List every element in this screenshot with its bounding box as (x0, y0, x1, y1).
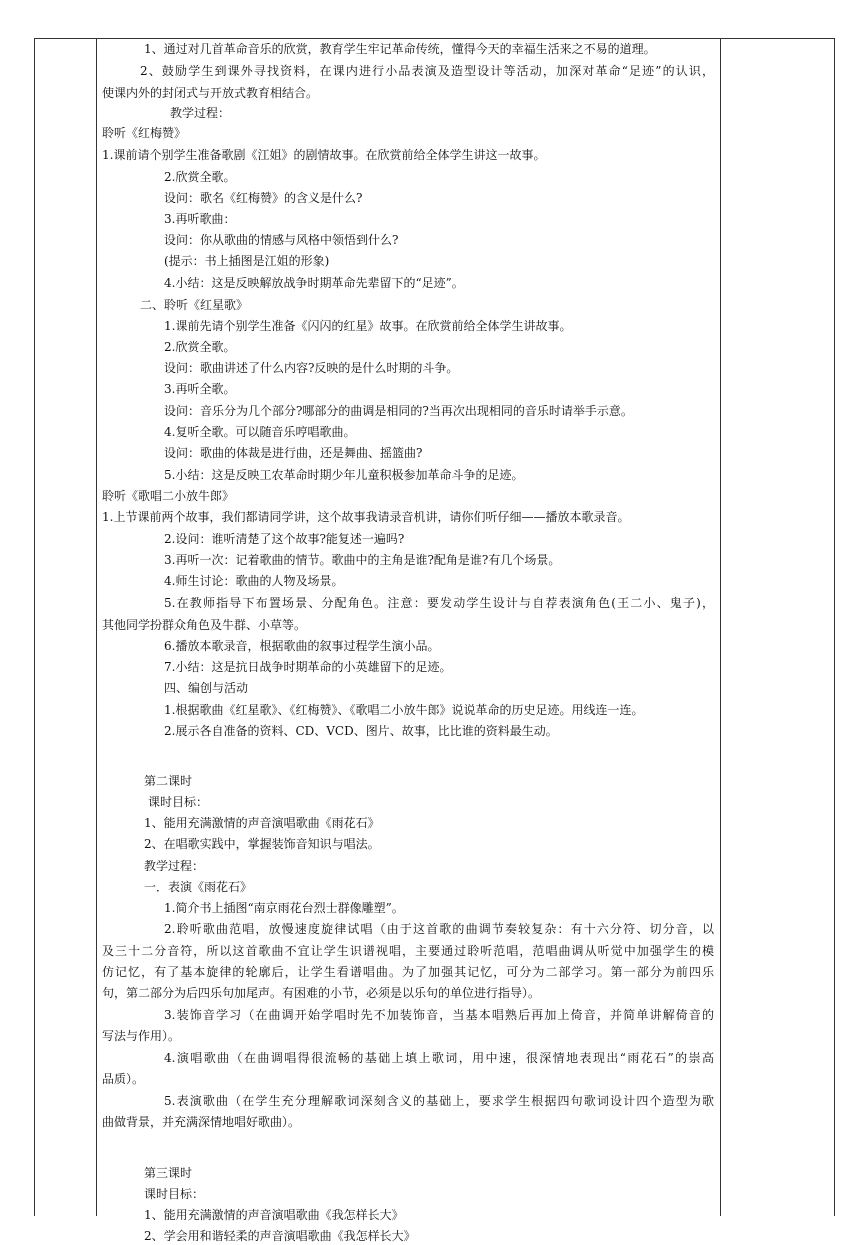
paragraph-line: 3.再听一次：记着歌曲的情节。歌曲中的主角是谁?配角是谁?有几个场景。 (164, 553, 561, 567)
paragraph-line: 4.复听全歌。可以随音乐哼唱歌曲。 (164, 425, 356, 439)
paragraph-line: 1.上节课前两个故事，我们都请同学讲，这个故事我请录音机讲，请你们听仔细——播放本歌录音。 (102, 510, 630, 524)
section-heading: 教学过程： (144, 859, 205, 873)
paragraph-line: 设问：歌名《红梅赞》的含义是什么? (164, 191, 363, 205)
paragraph-line: 设问：音乐分为几个部分?哪部分的曲调是相同的?当再次出现相同的音乐时请举手示意。 (164, 404, 633, 418)
paragraph-line: 1.课前先请个别学生准备《闪闪的红星》故事。在欣赏前给全体学生讲故事。 (164, 319, 572, 333)
paragraph-line: 曲做背景，并充满深情地唱好歌曲）。 (102, 1115, 301, 1129)
section-heading: 教学过程： (170, 106, 231, 120)
paragraph-line: 2.欣赏全歌。 (164, 340, 236, 354)
paragraph-line: 1.简介书上插图“南京雨花台烈士群像雕塑”。 (164, 901, 404, 915)
paragraph-line: 及三十二分音符，所以这首歌曲不宜让学生识谱视唱，主要通过聆听范唱，范唱曲调从听觉中加强学生的模 (102, 944, 714, 958)
section-heading: 四、编创与活动 (164, 681, 249, 695)
table-column-divider (720, 38, 721, 1216)
paragraph-line: 1、能用充满激情的声音演唱歌曲《雨花石》 (144, 816, 380, 830)
paragraph-line: 7.小结：这是抗日战争时期革命的小英雄留下的足迹。 (164, 660, 452, 674)
paragraph-line: 2.展示各自准备的资料、CD、VCD、图片、故事，比比谁的资料最生动。 (164, 724, 558, 738)
paragraph-line: (提示：书上插图是江姐的形象) (164, 254, 330, 268)
paragraph-line: 句，第二部分为后四乐句加尾声。有困难的小节，必须是以乐句的单位进行指导）。 (102, 986, 541, 1000)
section-heading: 聆听《歌唱二小放牛郎》 (102, 489, 235, 503)
paragraph-line: 设问：歌曲的体裁是进行曲，还是舞曲、摇篮曲? (164, 446, 423, 460)
paragraph-line: 写法与作用）。 (102, 1029, 181, 1043)
paragraph-line: 5.小结：这是反映工农革命时期少年儿童积极参加革命斗争的足迹。 (164, 468, 524, 482)
objective-line: 1、通过对几首革命音乐的欣赏，教育学生牢记革命传统，懂得今天的幸福生活来之不易的道理。 (144, 42, 656, 56)
lesson-heading: 第三课时 (144, 1166, 193, 1180)
paragraph-line: 3.装饰音学习（在曲调开始学唱时先不加装饰音，当基本唱熟后再加上倚音，并简单讲解倚音的 (164, 1008, 714, 1022)
section-heading: 课时目标： (148, 795, 209, 809)
paragraph-line: 设问：你从歌曲的情感与风格中领悟到什么? (164, 233, 399, 247)
paragraph-line: 4.小结：这是反映解放战争时期革命先辈留下的“足迹”。 (164, 276, 464, 290)
paragraph-line: 2、在唱歌实践中，掌握装饰音知识与唱法。 (144, 837, 380, 851)
section-heading: 课时目标： (144, 1187, 205, 1201)
objective-line: 使课内外的封闭式与开放式教育相结合。 (102, 86, 319, 100)
lesson-heading: 第二课时 (144, 774, 193, 788)
paragraph-line: 1.课前请个别学生准备歌剧《江姐》的剧情故事。在欣赏前给全体学生讲这一故事。 (102, 148, 546, 162)
paragraph-line: 6.播放本歌录音，根据歌曲的叙事过程学生演小品。 (164, 639, 440, 653)
table-right-border (834, 38, 835, 1216)
paragraph-line: 2.设问：谁听清楚了这个故事?能复述一遍吗? (164, 532, 405, 546)
table-top-border (34, 38, 835, 39)
paragraph-line: 1.根据歌曲《红星歌》、《红梅赞》、《歌唱二小放牛郎》说说革命的历史足迹。用线连一连。 (164, 703, 644, 717)
paragraph-line: 5.表演歌曲（在学生充分理解歌词深刻含义的基础上，要求学生根据四句歌词设计四个造型为歌 (164, 1094, 714, 1108)
paragraph-line: 仿记忆，有了基本旋律的轮廓后，让学生看谱唱曲。为了加强其记忆，可分为二部学习。第一部分为前四乐 (102, 965, 714, 979)
table-column-divider (96, 38, 97, 1216)
paragraph-line: 1、能用充满激情的声音演唱歌曲《我怎样长大》 (144, 1208, 404, 1222)
section-heading: 一．表演《雨花石》 (144, 880, 253, 894)
section-heading: 聆听《红梅赞》 (102, 126, 187, 140)
paragraph-line: 5.在教师指导下布置场景、分配角色。注意：要发动学生设计与自荐表演角色(王二小、鬼子)， (164, 596, 714, 610)
paragraph-line: 2、学会用和谐轻柔的声音演唱歌曲《我怎样长大》 (144, 1229, 416, 1243)
paragraph-line: 4.师生讨论：歌曲的人物及场景。 (164, 574, 344, 588)
paragraph-line: 4.演唱歌曲（在曲调唱得很流畅的基础上填上歌词，用中速，很深情地表现出“雨花石”的崇高 (164, 1051, 714, 1065)
paragraph-line: 3.再听全歌。 (164, 382, 236, 396)
paragraph-line: 其他同学扮群众角色及牛群、小草等。 (102, 618, 307, 632)
paragraph-line: 3.再听歌曲： (164, 212, 236, 226)
paragraph-line: 2.欣赏全歌。 (164, 170, 236, 184)
paragraph-line: 设问：歌曲讲述了什么内容?反映的是什么时期的斗争。 (164, 361, 459, 375)
objective-line: 2、鼓励学生到课外寻找资料，在课内进行小品表演及造型设计等活动，加深对革命“足迹”的认识， (140, 64, 714, 78)
paragraph-line: 2.聆听歌曲范唱，放慢速度旋律试唱（由于这首歌的曲调节奏较复杂：有十六分符、切分音，以 (164, 922, 714, 936)
table-left-border (34, 38, 35, 1216)
paragraph-line: 品质）。 (102, 1072, 145, 1086)
section-heading: 二、聆听《红星歌》 (140, 298, 249, 312)
